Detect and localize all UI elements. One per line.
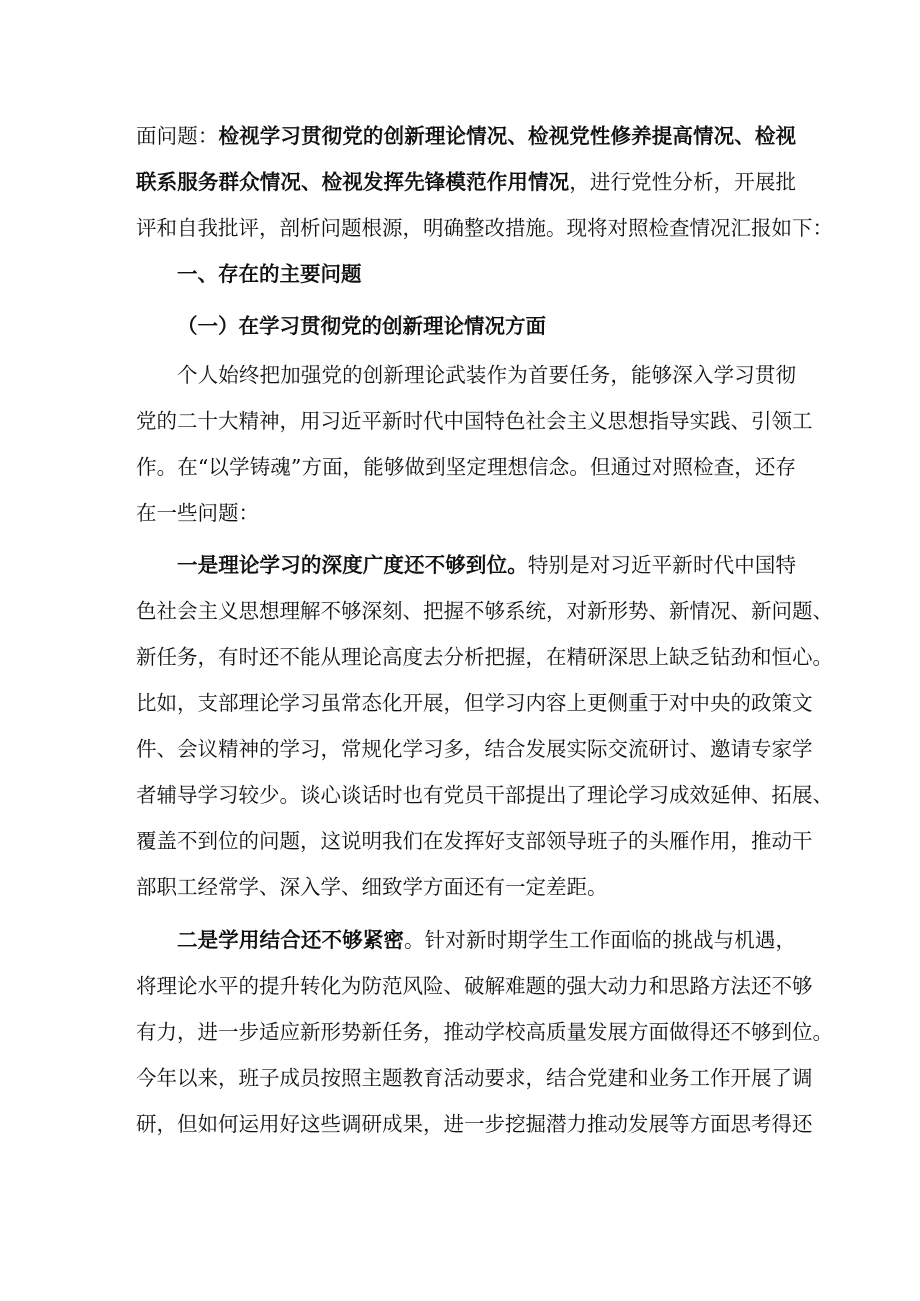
intro-line-2 [136,168,796,196]
intro-line-3 [136,214,833,242]
section-heading: 一、存在的主要问题 [177,262,362,286]
intro-text-plain: ，进行党性分析，开展批 [569,170,797,194]
para1-line-1: 个人始终把加强党的创新理论武装作为首要任务，能够深入学习贯彻 [177,363,796,387]
point1-line-7: 覆盖不到位的问题，这说明我们在发挥好支部领导班子的头雁作用，推动干 [136,829,813,853]
point2-line-5: 研，但如何运用好这些调研成果，进一步挖掘潜力推动发展等方面思考得还 [136,1112,813,1136]
point2-line-2: 将理论水平的提升转化为防范风险、破解难题的强大动力和思路方法还不够 [136,974,813,998]
point1-line-4: 比如，支部理论学习虽常态化开展，但学习内容上更侧重于对中央的政策文 [136,691,813,715]
para1-line-4: 在一些问题： [136,501,259,525]
intro-text: 评和自我批评，剖析问题根源，明确整改措施。现将对照检查情况汇报如下： [136,216,833,240]
point1-line-1 [177,551,796,579]
point1-line-8: 部职工经常学、深入学、细致学方面还有一定差距。 [136,875,608,899]
point1-line-2: 色社会主义思想理解不够深刻、把握不够系统，对新形势、新情况、新问题、 [136,599,833,623]
point2-line-3: 有力，进一步适应新形势新任务，推动学校高质量发展方面做得还不够到位。 [136,1020,833,1044]
point2-line-4: 今年以来，班子成员按照主题教育活动要求，结合党建和业务工作开展了调 [136,1066,813,1090]
intro-line-1 [136,122,796,150]
point2-text: 。针对新时期学生工作面临的挑战与机遇， [404,928,797,952]
point1-line-3: 新任务，有时还不能从理论高度去分析把握，在精研深思上缺乏钻劲和恒心。 [136,645,833,669]
point1-text: 特别是对习近平新时代中国特 [527,553,796,577]
point2-title: 二是学用结合还不够紧密 [177,928,405,952]
point1-title: 一是理论学习的深度广度还不够到位。 [177,553,528,577]
para1-line-3: 作。在“以学铸魂”方面，能够做到坚定理想信念。但通过对照检查，还存 [136,455,796,479]
point1-line-6: 者辅导学习较少。谈心谈话时也有党员干部提出了理论学习成效延伸、拓展、 [136,783,833,807]
intro-text-plain: 面问题： [136,124,219,148]
subsection-heading: （一）在学习贯彻党的创新理论情况方面 [177,314,546,338]
intro-text-bold: 检视学习贯彻党的创新理论情况、检视党性修养提高情况、检视 [218,124,797,148]
point1-line-5: 件、会议精神的学习，常规化学习多，结合发展实际交流研讨、邀请专家学 [136,737,813,761]
para1-line-2: 党的二十大精神，用习近平新时代中国特色社会主义思想指导实践、引领工 [136,409,813,433]
intro-text-bold: 联系服务群众情况、检视发挥先锋模范作用情况 [136,170,570,194]
point2-line-1 [177,926,796,954]
